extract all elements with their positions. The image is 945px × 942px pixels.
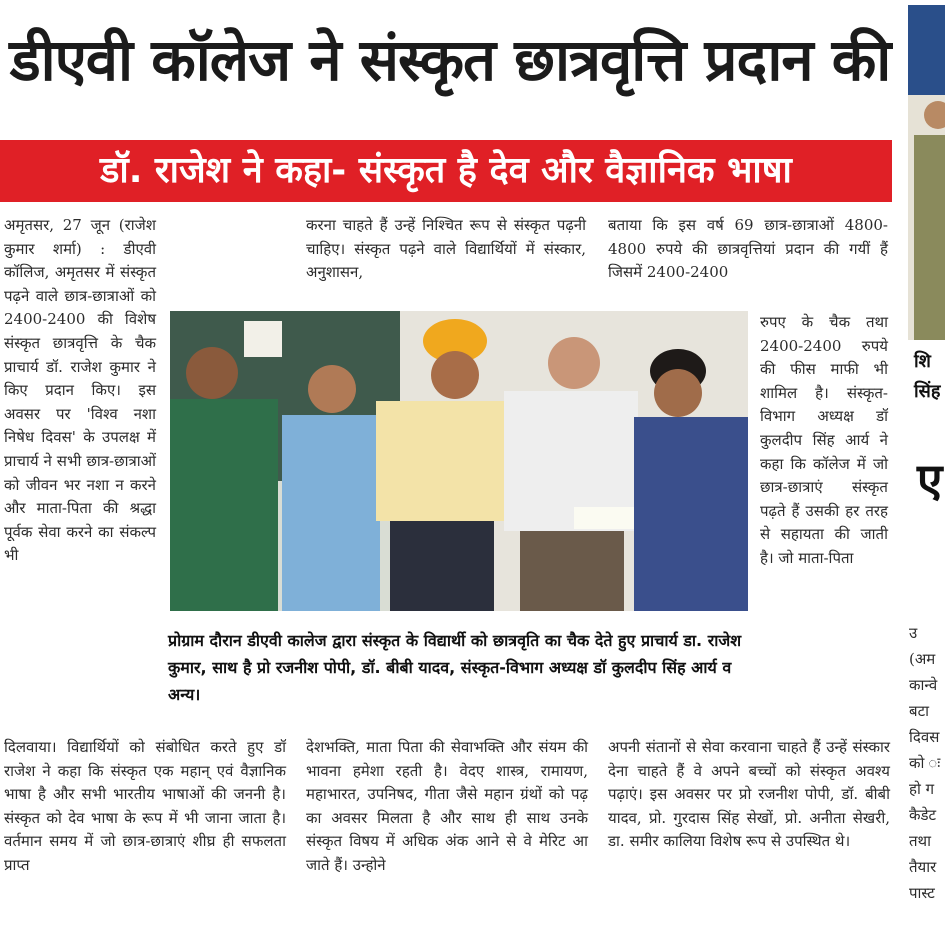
- subheadline-bar: [0, 140, 892, 202]
- side-text-line: बटा: [909, 702, 930, 720]
- column-3-top: [608, 214, 888, 285]
- column-1-bottom-text: दिलवाया। विद्यार्थियों को संबोधित करते हुए डॉ राजेश ने कहा कि संस्कृत एक महान् एवं वैज्ञानिक भाषा है और सभी भारतीय भाषाओं की जननी है। संस्कृत को देव भाषा के रूप में भी जाना जाता है। वर्तमान समय में जो छात्र-छात्राएं शीघ्र ही सफलता प्राप्त: [4, 738, 286, 874]
- side-caption-line-1: शि: [914, 351, 931, 372]
- column-3-side-text: रुपए के चैक तथा 2400-2400 रुपये की फीस माफी भी शामिल है। संस्कृत-विभाग अध्यक्ष डॉ कुलदीप सिंह आर्य ने कहा कि कॉलेज में जो छात्र-छात्राएं संस्कृत पढ़ते हैं उसकी हर तरह से सहायता की जाती है। जो माता-पिता: [760, 313, 888, 567]
- news-photo: [170, 311, 748, 611]
- column-2-top: [306, 214, 586, 285]
- side-text-line: पास्ट: [909, 884, 935, 902]
- column-3-side: [760, 311, 888, 571]
- side-text-line: हो ग: [909, 780, 935, 798]
- side-text-line: उ: [909, 624, 918, 642]
- column-1-bottom: [4, 736, 286, 878]
- side-article-photo: [908, 5, 945, 340]
- column-3-bottom-text: अपनी संतानों से सेवा करवाना चाहते हैं उन्हें संस्कार देना चाहते हैं वे अपने बच्चों को संस्कृत अवश्य पढ़ाएं। इस अवसर पर प्रो रजनीश पोपी, डॉ. बीबी यादव, प्रो. गुरदास सिंह सेखों, प्रो. अनीता सेखरी, डा. समीर कालिया विशेष रूप से उपस्थित थे।: [608, 738, 890, 851]
- headline: डीएवी कॉलेज ने संस्कृत छात्रवृत्ति प्रदान की: [9, 26, 891, 94]
- side-article-headline: ए: [917, 453, 943, 507]
- side-text-line: (अम: [909, 650, 936, 668]
- side-text-line: तथा: [909, 832, 932, 850]
- column-2-bottom: [306, 736, 588, 878]
- side-text-line: तैयार: [909, 858, 937, 876]
- column-2-top-text: करना चाहते हैं उन्हें निश्चित रूप से संस्कृत पढ़नी चाहिए। संस्कृत पढ़ने वाले विद्यार्थियों में संस्कार, अनुशासन,: [306, 216, 586, 282]
- side-text-line: कैडेट: [909, 806, 937, 824]
- column-3-top-text: बताया कि इस वर्ष 69 छात्र-छात्राओं 4800-4800 रुपये की छात्रवृत्तियां प्रदान की गयीं हैं जिसमें 2400-2400: [608, 216, 888, 282]
- side-article-photo-illustration: [908, 5, 945, 340]
- column-1-top: [4, 214, 156, 568]
- photo-caption: प्रोग्राम दौरान डीएवी कालेज द्वारा संस्कृत के विद्यार्थी को छात्रवृति का चैक देते हुए प्राचार्य डा. राजेश कुमार, साथ है प्रो रजनीश पोपी, डॉ. बीबी यादव, संस्कृत-विभाग अध्यक्ष डॉ कुलदीप सिंह आर्य व अन्य।: [168, 631, 742, 704]
- side-caption-line-2: सिंह: [914, 381, 941, 402]
- side-article-caption: [914, 347, 940, 407]
- side-text-line: दिवस: [909, 728, 940, 746]
- column-1-top-text: अमृतसर, 27 जून (राजेश कुमार शर्मा) : डीएवी कॉलिज, अमृतसर में संस्कृत पढ़ने वाले छात्र-छात्राओं को 2400-2400 की विशेष संस्कृत छात्रवृत्ति के चैक प्राचार्य डॉ. राजेश कुमार ने किए प्रदान किए। इस अवसर पर 'विश्व नशा निषेध दिवस' के उपलक्ष में प्राचार्य ने सभी छात्र-छात्राओं को जीवन भर नशा न करने और माता-पिता की श्रद्धा पूर्वक सेवा करने का संकल्प भी: [4, 216, 156, 565]
- side-text-line: कान्वे: [909, 676, 938, 694]
- side-text-line: को ः: [909, 754, 941, 772]
- subheadline: डॉ. राजेश ने कहा- संस्कृत है देव और वैज्ञानिक भाषा: [100, 150, 792, 191]
- side-article-text: [909, 620, 940, 906]
- column-3-bottom: [608, 736, 890, 854]
- column-2-bottom-text: देशभक्ति, माता पिता की सेवाभक्ति और संयम की भावना हमेशा रहती है। वेदए शास्त्र, रामायण, महाभारत, उपनिषद, गीता जैसे महान ग्रंथों को पढ़ का अवसर मिलता है और साथ ही साथ उनके संस्कृत विषय में अधिक अंक आने से वे मेरिट आ जाते हैं। उन्होने: [306, 738, 588, 874]
- news-photo-illustration: [170, 311, 748, 611]
